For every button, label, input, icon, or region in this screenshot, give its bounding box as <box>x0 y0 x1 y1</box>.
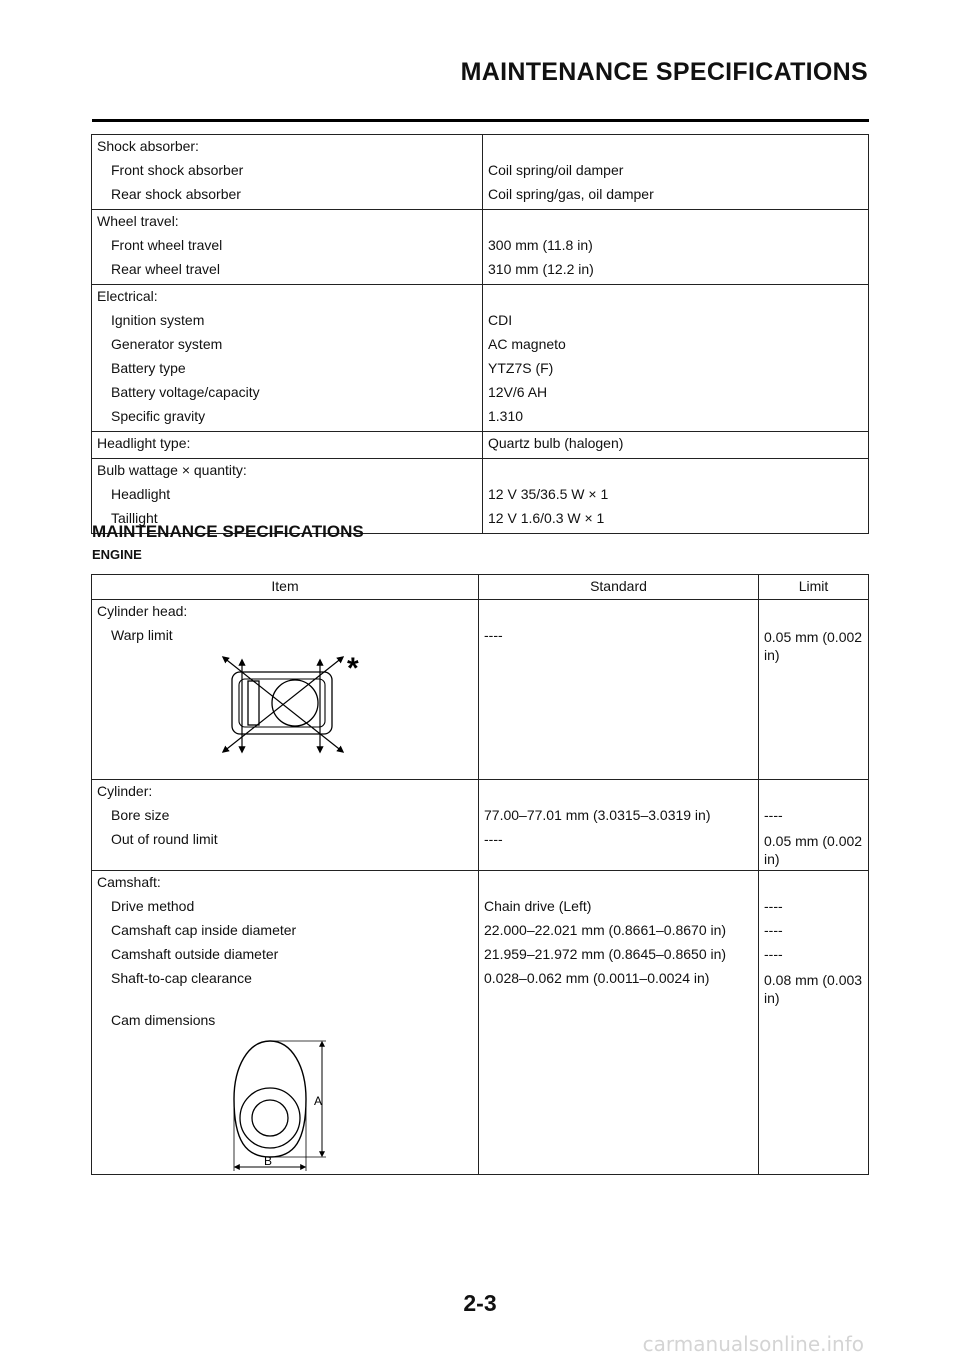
spec-table-engine <box>91 574 869 1175</box>
spec-value: 300 mm (11.8 in) <box>488 237 593 253</box>
group-heading: Cylinder head: <box>97 603 188 619</box>
spec-standard: 77.00–77.01 mm (3.0315–3.0319 in) <box>484 807 711 823</box>
group-heading: Electrical: <box>97 288 158 304</box>
spec-value: 12V/6 AH <box>488 384 548 400</box>
dim-b-label: B <box>264 1154 273 1168</box>
spec-value: 310 mm (12.2 in) <box>488 261 594 277</box>
group-heading: Shock absorber: <box>97 138 199 154</box>
spec-standard: ---- <box>484 831 503 847</box>
spec-label: Out of round limit <box>111 831 218 847</box>
spec-limit: 0.05 mm (0.002 in) <box>764 833 863 867</box>
section-title: MAINTENANCE SPECIFICATIONS <box>92 522 364 541</box>
table-row <box>92 210 869 285</box>
spec-value: 12 V 35/36.5 W × 1 <box>488 486 609 502</box>
spec-label: Taillight <box>111 510 158 526</box>
page-title: MAINTENANCE SPECIFICATIONS <box>460 58 868 86</box>
spec-label: Battery type <box>111 360 186 376</box>
spec-label: Warp limit <box>111 627 173 643</box>
spec-value: CDI <box>488 312 513 328</box>
spec-value: Coil spring/gas, oil damper <box>488 186 654 202</box>
cam-dimensions-diagram <box>230 1037 360 1172</box>
spec-limit: ---- <box>764 898 783 914</box>
group-heading: Wheel travel: <box>97 213 179 229</box>
spec-label: Drive method <box>111 898 195 914</box>
spec-value: 1.310 <box>488 408 524 424</box>
spec-label: Rear shock absorber <box>111 186 241 202</box>
spec-limit: ---- <box>764 946 783 962</box>
spec-value: Coil spring/oil damper <box>488 162 624 178</box>
group-heading: Cylinder: <box>97 783 153 799</box>
table-row <box>92 285 869 432</box>
header-limit: Limit <box>759 575 869 600</box>
page-number: 2-3 <box>463 1290 497 1316</box>
table-row <box>92 871 869 1175</box>
group-heading: Camshaft: <box>97 874 161 890</box>
dim-a-label: A <box>314 1094 323 1108</box>
table-row <box>92 135 869 210</box>
spec-label: Front shock absorber <box>111 162 244 178</box>
spec-label: Headlight <box>111 486 171 502</box>
spec-limit: ---- <box>764 922 783 938</box>
header-rule <box>92 119 869 122</box>
spec-label: Shaft-to-cap clearance <box>111 970 252 986</box>
spec-limit: 0.08 mm (0.003 in) <box>764 972 863 1006</box>
spec-standard: 21.959–21.972 mm (0.8645–0.8650 in) <box>484 946 727 962</box>
cam-dimensions-label: Cam dimensions <box>111 1012 216 1028</box>
table-row <box>92 432 869 459</box>
spec-value: Quartz bulb (halogen) <box>488 435 624 451</box>
spec-label: Camshaft outside diameter <box>111 946 279 962</box>
table-row <box>92 780 869 871</box>
group-heading: Bulb wattage × quantity: <box>97 462 247 478</box>
spec-limit: ---- <box>764 807 783 823</box>
section-subtitle: ENGINE <box>92 547 142 562</box>
header-item: Item <box>92 575 479 600</box>
spec-label: Specific gravity <box>111 408 206 424</box>
spec-label: Generator system <box>111 336 223 352</box>
spec-value: AC magneto <box>488 336 566 352</box>
spec-standard: Chain drive (Left) <box>484 898 592 914</box>
spec-standard: 22.000–22.021 mm (0.8661–0.8670 in) <box>484 922 727 938</box>
table-row <box>92 600 869 780</box>
spec-label: Bore size <box>111 807 170 823</box>
header-standard: Standard <box>479 575 759 600</box>
spec-value: YTZ7S (F) <box>488 360 554 376</box>
spec-value: 12 V 1.6/0.3 W × 1 <box>488 510 605 526</box>
spec-label: Ignition system <box>111 312 205 328</box>
spec-limit: 0.05 mm (0.002 in) <box>764 629 863 663</box>
group-heading: Headlight type: <box>97 435 191 451</box>
spec-label: Battery voltage/capacity <box>111 384 260 400</box>
cylinder-head-warp-diagram <box>215 652 375 762</box>
spec-standard: ---- <box>484 627 503 643</box>
spec-standard: 0.028–0.062 mm (0.0011–0.0024 in) <box>484 970 710 986</box>
spec-label: Camshaft cap inside diameter <box>111 922 297 938</box>
spec-table-chassis <box>91 134 869 534</box>
spec-label: Rear wheel travel <box>111 261 220 277</box>
table-header-row <box>92 575 869 600</box>
diagram-star: * <box>347 652 359 685</box>
spec-label: Front wheel travel <box>111 237 223 253</box>
watermark: carmanualsonline.info <box>642 1332 864 1356</box>
